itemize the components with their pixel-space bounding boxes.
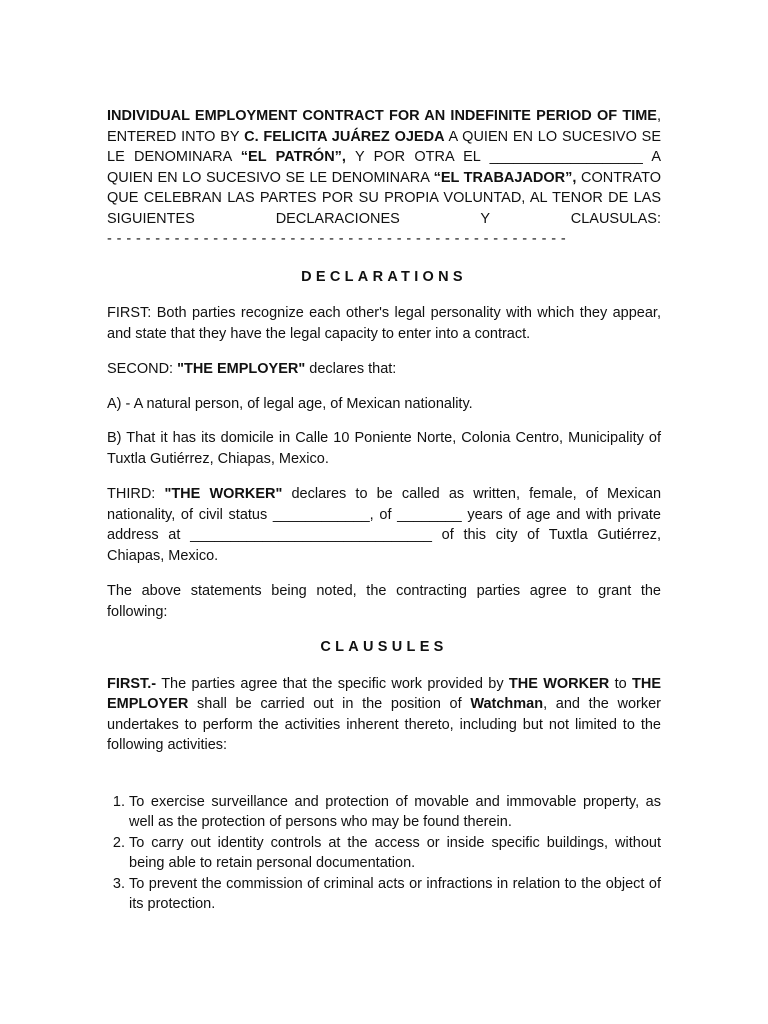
declaration-third <box>107 484 661 566</box>
contract-title: INDIVIDUAL EMPLOYMENT CONTRACT FOR AN INDEFINITE PERIOD OF TIME <box>107 108 657 124</box>
intro-text-2: A QUIEN EN LO SUCESIVO SE LE DENOMINARA <box>107 128 661 165</box>
declarations-heading: DECLARATIONS <box>301 268 467 285</box>
clausule-employer-term: THE EMPLOYER <box>107 675 661 712</box>
clausules-heading: CLAUSULES <box>320 639 448 655</box>
list-item: 1. To exercise surveillance and protection of movable and immovable property, as well as the protection of persons who may be found therein. <box>129 792 661 833</box>
declaration-first: FIRST: Both parties recognize each other's legal personality with which they appear, and state that they have the legal capacity to enter into a contract. <box>107 305 661 342</box>
clausule-first-text-2: to <box>609 675 632 692</box>
activities-list <box>107 792 661 915</box>
declaration-third-prefix: THIRD: <box>107 486 165 502</box>
intro-text-3: Y POR OTRA EL ___________________ A QUIEN EN LO SUCESIVO SE LE DENOMINARA <box>107 149 661 186</box>
declaration-second-suffix: declares that: <box>305 361 397 377</box>
contract-intro <box>107 106 661 250</box>
the-worker-term: "THE WORKER" <box>164 486 283 502</box>
declaration-b: B) That it has its domicile in Calle 10 Poniente Norte, Colonia Centro, Municipality of Tuxtla Gutiérrez, Chiapas, Mexico. <box>107 430 661 467</box>
clausule-first <box>107 674 661 756</box>
declarations-closing: The above statements being noted, the contracting parties agree to grant the following: <box>107 583 661 620</box>
clausule-worker-term: THE WORKER <box>508 675 610 692</box>
declaration-second <box>107 359 661 380</box>
list-item: 3. To prevent the commission of criminal acts or infractions in relation to the object of its protection. <box>129 874 661 915</box>
declaration-a: A) - A natural person, of legal age, of Mexican nationality. <box>107 395 473 412</box>
clausule-first-text-1: The parties agree that the specific work provided by <box>156 675 509 692</box>
declaration-third-suffix: declares to be called as written, female, of Mexican nationality, of civil status ____________, of ________ years of age and with private address at ______________________________ of this city of Tuxtla Gutiérrez, Chiapas, Mexico. <box>107 486 662 564</box>
position-term: Watchman <box>470 696 544 712</box>
dash-filler: - - - - - - - - - - - - - - - - - - - - - - - - - - - - - - - - - - - - - - - - - - - - - - - - <box>107 231 567 247</box>
intro-text-1: , ENTERED INTO BY <box>107 108 661 145</box>
intro-text-4: CONTRATO QUE CELEBRAN LAS PARTES POR SU PROPIA VOLUNTAD, AL TENOR DE LAS SIGUIENTES DECLARACIONES Y CLAUSULAS: <box>107 169 661 227</box>
el-patron-term: “EL PATRÓN”, <box>240 149 346 165</box>
clausule-first-label: FIRST.- <box>107 675 157 692</box>
the-employer-term: "THE EMPLOYER" <box>177 361 306 377</box>
el-trabajador-term: “EL TRABAJADOR”, <box>433 169 577 186</box>
clausule-first-text-4: , and the worker undertakes to perform the activities inherent thereto, including but not limited to the following activities: <box>107 696 661 753</box>
employer-name: C. FELICITA JUÁREZ OJEDA <box>244 128 445 145</box>
list-item: 2. To carry out identity controls at the access or inside specific buildings, without being able to retain personal documentation. <box>129 833 661 874</box>
clausule-first-text-3: shall be carried out in the position of <box>188 696 471 712</box>
declaration-second-prefix: SECOND: <box>107 361 178 377</box>
